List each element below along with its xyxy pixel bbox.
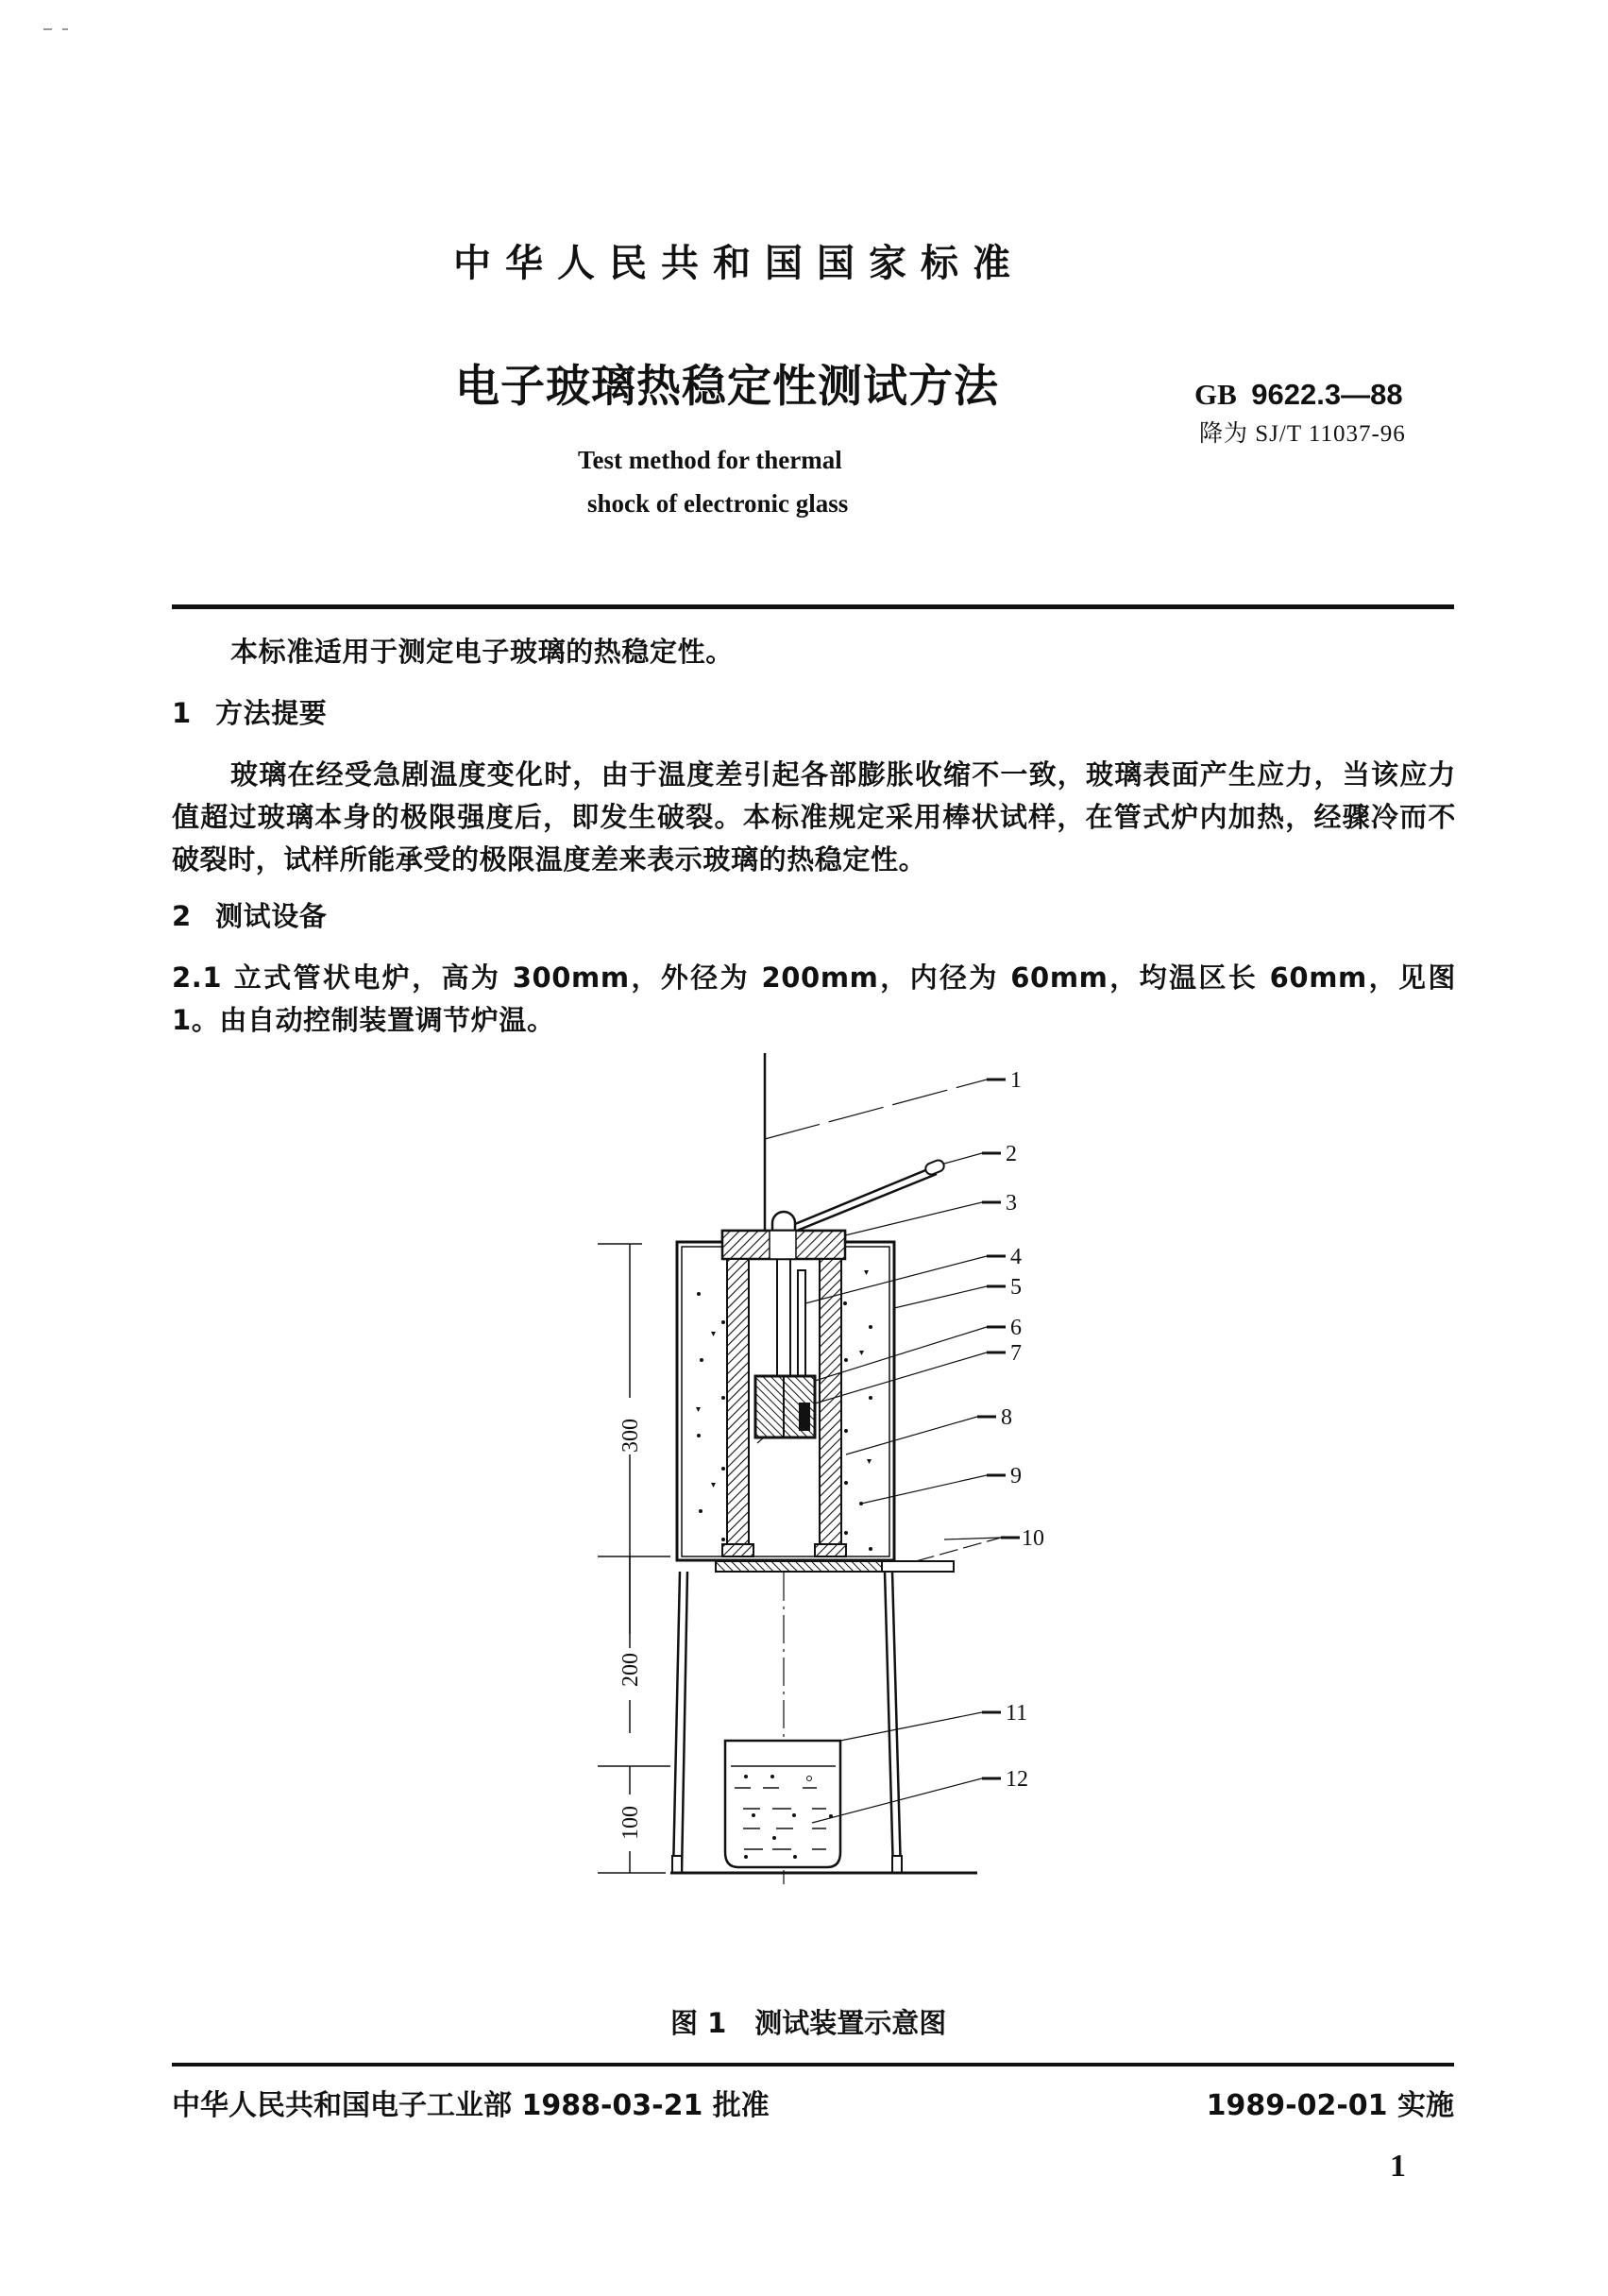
header-divider — [172, 604, 1454, 609]
callout-9: 9 — [1010, 1464, 1022, 1488]
callout-8: 8 — [1001, 1405, 1012, 1430]
replaced-by-note: 降为 SJ/T 11037-96 — [1199, 421, 1406, 447]
page-number: 1 — [1390, 2149, 1406, 2184]
dimension-200: 200 — [618, 1653, 643, 1687]
figure-number: 图 1 — [670, 2007, 727, 2039]
section-heading-1 — [172, 692, 1456, 735]
standard-code — [1194, 378, 1403, 412]
section-1-paragraph: 玻璃在经受急剧温度变化时，由于温度差引起各部膨胀收缩不一致，玻璃表面产生应力，当该应力值超过玻璃本身的极限强度后，即发生破裂。本标准规定采用棒状试样，在管式炉内加热，经骤冷而不破裂时，试样所能承受的极限温度差来表示玻璃的热稳定性。 — [172, 758, 1456, 876]
document-title-cn: 电子玻璃热稳定性测试方法 — [455, 361, 999, 413]
document-title-en-line1: Test method for thermal — [578, 446, 842, 474]
dimension-lines — [598, 1244, 670, 1873]
standard-code-prefix: GB — [1194, 378, 1237, 411]
callout-5: 5 — [1010, 1275, 1022, 1300]
clause-text: 立式管状电炉，高为 300mm，外径为 200mm，内径为 60mm，均温区长 60mm，见图 1。由自动控制装置调节炉温。 — [172, 961, 1456, 1036]
callout-4: 4 — [1010, 1245, 1022, 1269]
approval-info: 中华人民共和国电子工业部 1988-03-21 批准 — [172, 2089, 770, 2122]
scope-statement: 本标准适用于测定电子玻璃的热稳定性。 — [230, 636, 734, 668]
furnace-tube-left — [727, 1259, 749, 1556]
thermocouple-handle — [772, 1212, 795, 1231]
clause-number: 2.1 — [172, 961, 223, 994]
section-number: 1 — [172, 697, 192, 729]
clause-2-1-paragraph — [172, 957, 1456, 1042]
callout-11: 11 — [1006, 1701, 1028, 1726]
dimension-300: 300 — [618, 1419, 643, 1453]
callout-1: 1 — [1010, 1068, 1022, 1093]
callout-12: 12 — [1006, 1767, 1028, 1792]
furnace-tube-right — [820, 1259, 841, 1556]
beaker — [725, 1741, 840, 1867]
section-heading-2 — [172, 895, 1456, 938]
callout-6: 6 — [1010, 1316, 1022, 1340]
footer-divider — [172, 2063, 1454, 2066]
section-title: 方法提要 — [215, 697, 328, 729]
figure-caption — [670, 2004, 946, 2042]
effective-date: 1989-02-01 实施 — [1206, 2089, 1454, 2122]
document-title-en-line2: shock of electronic glass — [587, 489, 849, 518]
standard-code-number: 9622.3—88 — [1251, 378, 1403, 411]
callout-3: 3 — [1006, 1191, 1017, 1216]
scan-artifact-marks — [43, 28, 72, 31]
test-apparatus-diagram — [529, 1039, 1058, 1908]
national-standard-header: 中华人民共和国国家标准 — [453, 242, 1024, 285]
figure-caption-text: 测试装置示意图 — [754, 2007, 947, 2039]
section-number: 2 — [172, 900, 192, 932]
section-title: 测试设备 — [215, 900, 328, 932]
callout-10: 10 — [1022, 1526, 1044, 1551]
callout-7: 7 — [1010, 1341, 1022, 1366]
callout-2: 2 — [1006, 1142, 1017, 1166]
dimension-100: 100 — [618, 1806, 643, 1840]
